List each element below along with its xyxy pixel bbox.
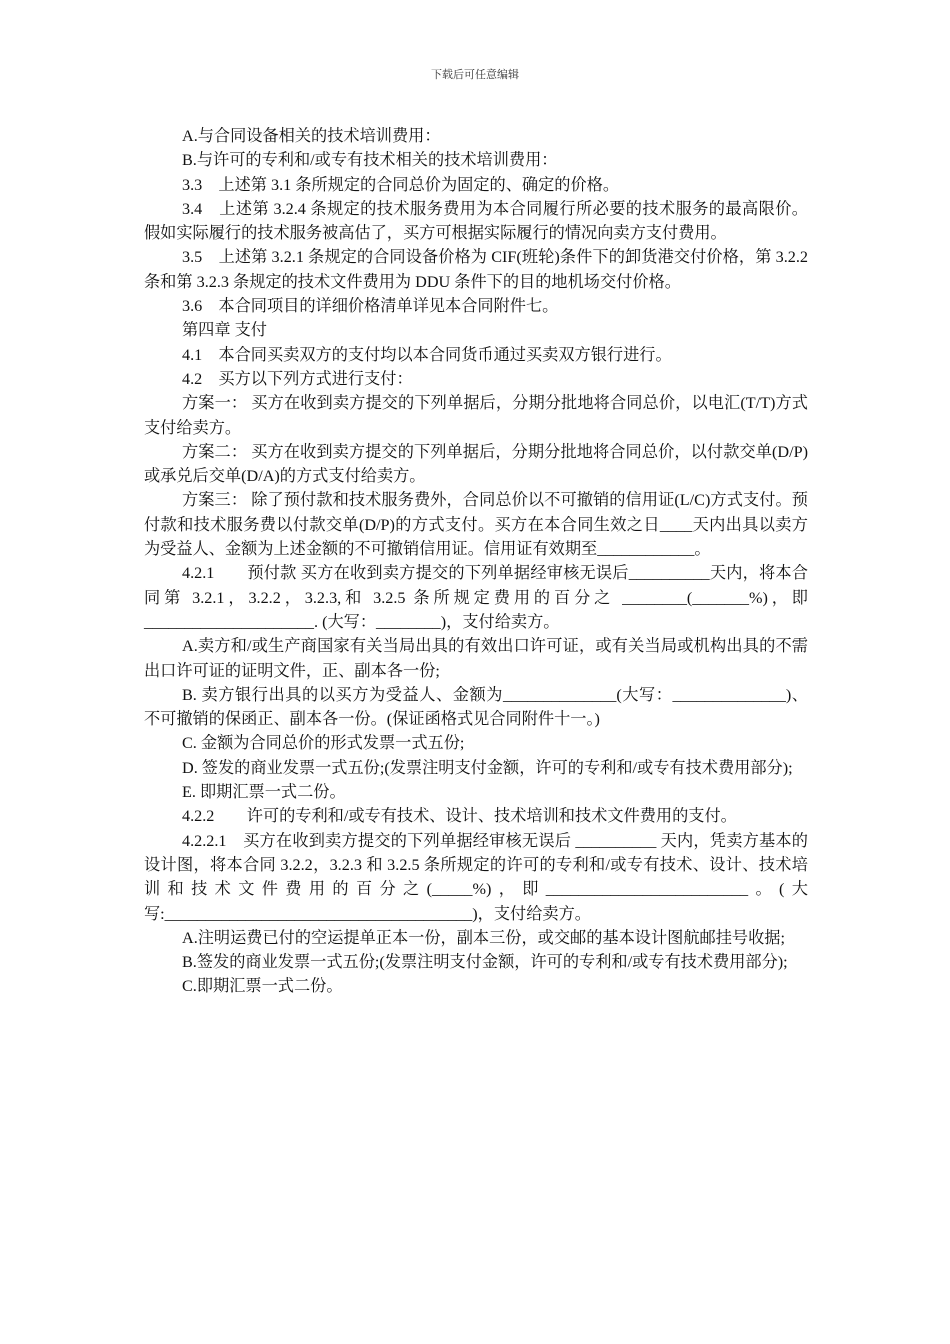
paragraph: 4.2 买方以下列方式进行支付： <box>182 369 413 388</box>
chapter-heading: 第四章 支付 <box>182 321 267 340</box>
paragraph: 4.2.2.1 买方在收到卖方提交的下列单据经审核无误后 __________ 天内，凭卖方基本的设计图，将本合同 3.2.2，3.2.3 和 3.2.5 条所规定的许可的专利和/或专有技术、设计、技术培训和技术文件费用的百分之(_____%)，即_________________________。(大写:______________________________________)，支付给卖方。 <box>144 831 808 923</box>
paragraph: A.与合同设备相关的技术培训费用： <box>182 127 441 145</box>
paragraph: B. 卖方银行出具的以买方为受益人、金额为______________(大写：______________)、不可撤销的保函正、副本各一份。(保证函格式见合同附件十一。) <box>144 685 808 729</box>
paragraph: B.与许可的专利和/或专有技术相关的技术培训费用： <box>182 151 558 170</box>
paragraph: 3.3 上述第 3.1 条所规定的合同总价为固定的、确定的价格。 <box>182 175 620 194</box>
paragraph: 3.4 上述第 3.2.4 条规定的技术服务费用为本合同履行所必要的技术服务的最高限价。假如实际履行的技术服务被高估了，买方可根据实际履行的情况向卖方支付费用。 <box>144 199 808 243</box>
paragraph: A.注明运费已付的空运提单正本一份，副本三份，或交邮的基本设计图航邮挂号收据; <box>182 928 785 947</box>
paragraph: A.卖方和/或生产商国家有关当局出具的有效出口许可证，或有关当局或机构出具的不需出口许可证的证明文件，正、副本各一份; <box>144 637 808 680</box>
paragraph: C.即期汇票一式二份。 <box>182 977 343 996</box>
paragraph: E. 即期汇票一式二份。 <box>182 783 346 802</box>
paragraph: 方案三： 除了预付款和技术服务费外，合同总价以不可撤销的信用证(L/C)方式支付。预付款和技术服务费以付款交单(D/P)的方式支付。买方在本合同生效之日____天内出具以卖方为受益人、金额为上述金额的不可撤销信用证。信用证有效期至____________。 <box>144 491 808 559</box>
paragraph: 方案一： 买方在收到卖方提交的下列单据后，分期分批地将合同总价，以电汇(T/T)方式支付给卖方。 <box>144 394 808 437</box>
paragraph: 3.5 上述第 3.2.1 条规定的合同设备价格为 CIF(班轮)条件下的卸货港交付价格，第 3.2.2 条和第 3.2.3 条规定的技术文件费用为 DDU 条件下的目的地机场交付价格。 <box>144 248 808 291</box>
paragraph: 4.2.2 许可的专利和/或专有技术、设计、技术培训和技术文件费用的支付。 <box>182 807 737 826</box>
paragraph: B.签发的商业发票一式五份;(发票注明支付金额，许可的专利和/或专有技术费用部分); <box>182 953 788 972</box>
paragraph: 方案二： 买方在收到卖方提交的下列单据后，分期分批地将合同总价，以付款交单(D/P)或承兑后交单(D/A)的方式支付给卖方。 <box>144 442 808 486</box>
paragraph: 4.2.1 预付款 买方在收到卖方提交的下列单据经审核无误后__________天内，将本合同第 3.2.1，3.2.2，3.2.3,和 3.2.5 条所规定费用的百分之 ________(_______%)，即_____________________. (大写：________)，支付给卖方。 <box>144 564 808 631</box>
document-body <box>144 124 808 999</box>
page-header: 下载后可任意编辑 <box>431 68 519 81</box>
paragraph: C. 金额为合同总价的形式发票一式五份; <box>182 734 465 753</box>
paragraph: D. 签发的商业发票一式五份;(发票注明支付金额，许可的专利和/或专有技术费用部分); <box>182 758 793 777</box>
paragraph: 4.1 本合同买卖双方的支付均以本合同货币通过买卖双方银行进行。 <box>182 345 672 364</box>
paragraph: 3.6 本合同项目的详细价格清单详见本合同附件七。 <box>182 297 559 316</box>
